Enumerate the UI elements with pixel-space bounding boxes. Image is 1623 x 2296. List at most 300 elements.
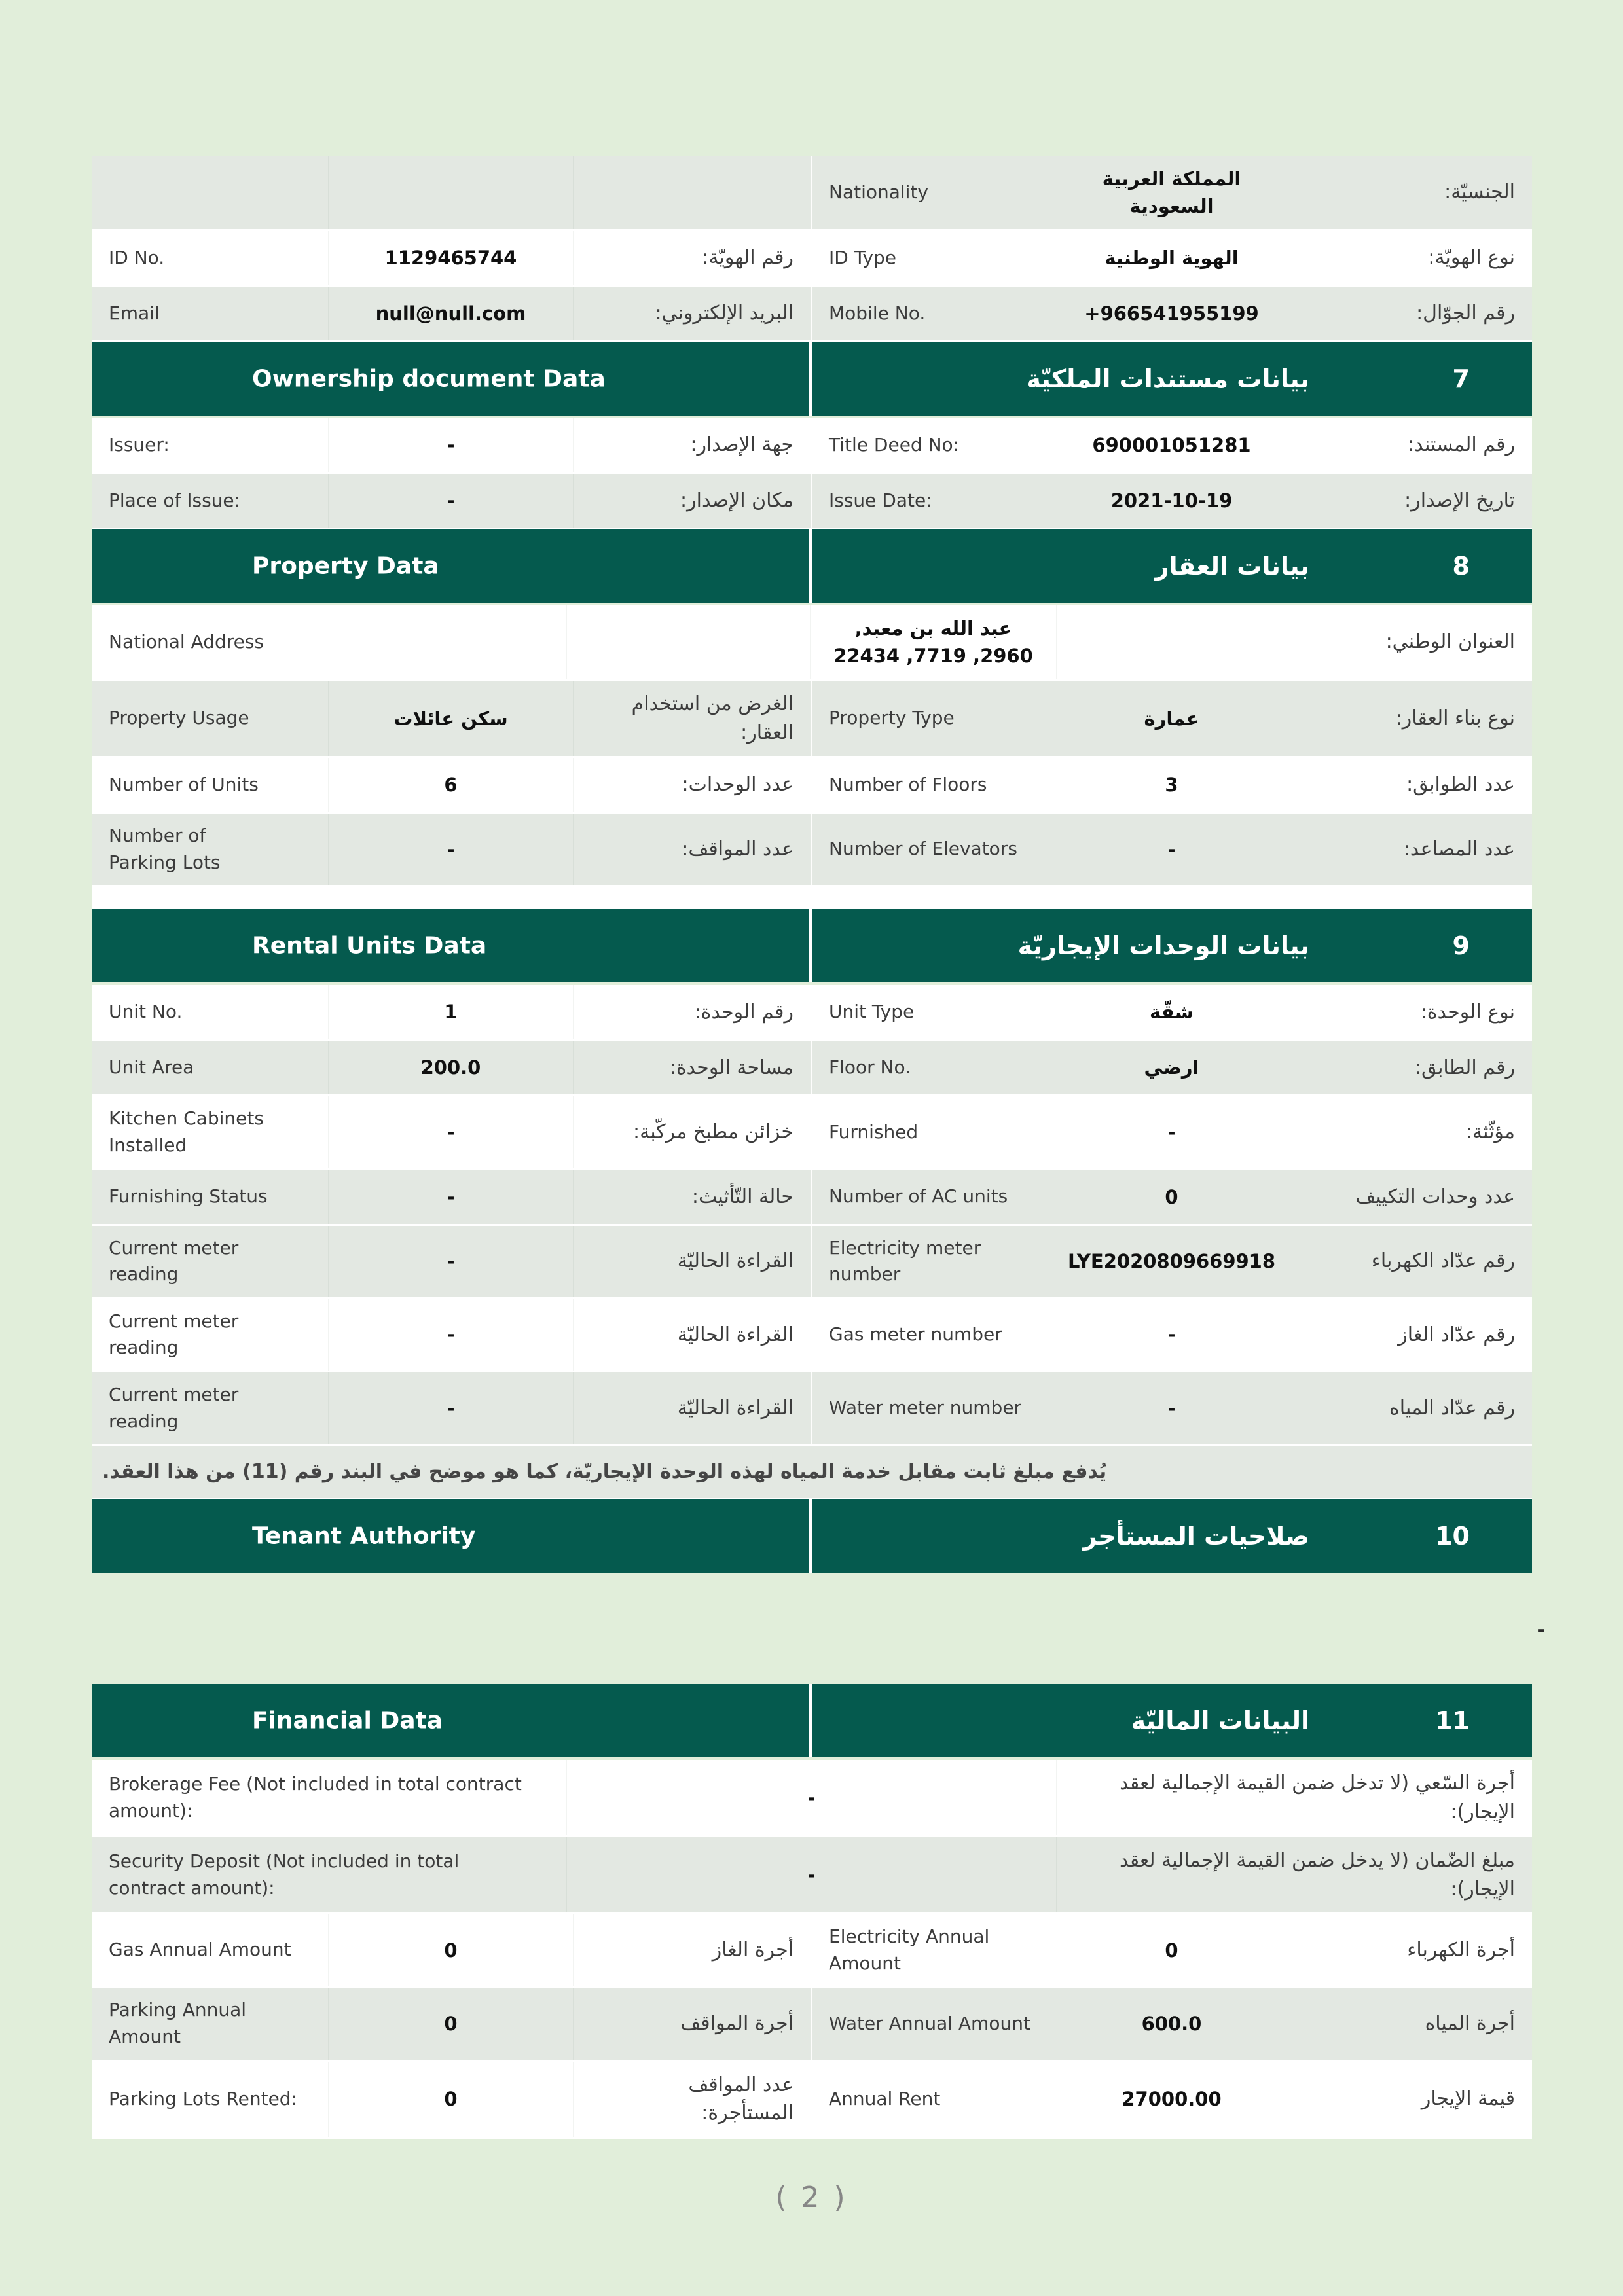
row-half-left xyxy=(92,156,812,229)
section-title-ar: بيانات مستندات الملكيّة xyxy=(1026,365,1309,394)
field-label-en xyxy=(812,1914,1049,1986)
field-label-en-text: Current meter reading xyxy=(109,1383,239,1432)
field-label-ar xyxy=(574,1372,811,1444)
section-header-8 xyxy=(92,529,1532,603)
field-value-text: - xyxy=(447,1323,455,1346)
section-header-right-panel xyxy=(812,909,1532,982)
field-label-en-text: Title Deed No: xyxy=(829,433,960,456)
field-value-text: - xyxy=(1167,1397,1176,1420)
row-half-left xyxy=(92,1226,812,1297)
section-header-right-panel xyxy=(812,342,1532,416)
section-title-en: Financial Data xyxy=(252,1707,443,1734)
field-label-ar-text: أجرة المواقف xyxy=(680,2012,793,2036)
field-value-text: عمارة xyxy=(1144,707,1199,730)
field-value xyxy=(329,474,573,528)
field-label-en-text: Number of AC units xyxy=(829,1185,1008,1208)
row-half-right xyxy=(812,231,1532,285)
table-row xyxy=(92,814,1532,887)
field-label-ar xyxy=(1294,681,1532,756)
field-label-ar-text: مساحة الوحدة: xyxy=(669,1056,793,1079)
table-row xyxy=(92,474,1532,529)
field-label-en-text: Number of Units xyxy=(109,773,259,795)
field-value xyxy=(329,1372,573,1444)
field-value-text: 690001051281 xyxy=(1092,434,1251,457)
field-value-text: 6 xyxy=(444,774,458,797)
field-label-ar-text: رقم عدّاد الغاز xyxy=(1398,1323,1515,1346)
field-label-ar xyxy=(574,1041,811,1094)
field-label-ar xyxy=(574,758,811,812)
table-row xyxy=(92,681,1532,758)
field-label-en-text: Current meter reading xyxy=(109,1236,239,1285)
field-value xyxy=(1049,2062,1294,2137)
table-row xyxy=(92,758,1532,814)
field-label-ar-text: خزائن مطبخ مركّبة: xyxy=(633,1121,793,1144)
field-label-ar xyxy=(574,1988,811,2059)
field-value-text: المملكة العربية السعودية xyxy=(1102,168,1241,218)
section-title-en: Ownership document Data xyxy=(252,365,606,393)
field-label-ar-text: رقم عدّاد الكهرباء xyxy=(1371,1249,1515,1273)
field-label-en xyxy=(812,985,1049,1039)
field-value xyxy=(1049,418,1294,472)
field-label-ar xyxy=(1294,814,1532,885)
table-row xyxy=(92,2062,1532,2139)
field-value xyxy=(1049,1041,1294,1094)
field-label-ar xyxy=(1294,1170,1532,1224)
field-label-en-text: Unit Area xyxy=(109,1056,194,1079)
field-label-en-text: Current meter reading xyxy=(109,1310,239,1359)
section-header-11 xyxy=(92,1684,1532,1757)
row-half-left xyxy=(92,287,812,340)
field-value xyxy=(1049,681,1294,756)
financial-wide-row xyxy=(92,1760,1532,1837)
field-label-en-text: Electricity Annual Amount xyxy=(829,1926,990,1974)
field-label-ar-text: عدد وحدات التكييف xyxy=(1355,1185,1515,1208)
field-label-en xyxy=(812,418,1049,472)
field-label-en-text: ID Type xyxy=(829,246,897,268)
section-title-en: Tenant Authority xyxy=(252,1522,476,1550)
row-half-left xyxy=(92,681,812,756)
field-label-ar xyxy=(574,2062,811,2137)
field-label-ar xyxy=(1057,1837,1532,1912)
field-label-ar-text: أجرة الكهرباء xyxy=(1407,1938,1515,1962)
field-value xyxy=(329,681,573,756)
field-label-en xyxy=(92,418,329,472)
field-label-en xyxy=(92,1837,567,1912)
field-value-text: الهوية الوطنية xyxy=(1104,247,1239,270)
field-value xyxy=(329,1914,573,1986)
field-label-ar xyxy=(1294,287,1532,340)
field-value xyxy=(329,231,573,285)
field-label-en-text: Furnished xyxy=(829,1121,919,1143)
table-row xyxy=(92,418,1532,474)
field-value-text: - xyxy=(447,434,455,457)
field-label-ar-text: رقم الطابق: xyxy=(1414,1056,1515,1079)
field-value xyxy=(567,1837,1057,1912)
field-label-en-text: Parking Annual Amount xyxy=(109,1999,247,2047)
field-label-ar xyxy=(574,156,811,229)
field-value xyxy=(811,605,1057,679)
field-label-en-text: Number of Parking Lots xyxy=(109,825,221,873)
field-value xyxy=(1049,231,1294,285)
field-label-ar-text: العنوان الوطني: xyxy=(1385,630,1515,654)
water-service-note xyxy=(92,1446,1532,1499)
field-label-ar-text: البريد الإلكتروني: xyxy=(655,302,793,325)
row-half-left xyxy=(92,1041,812,1094)
field-label-en xyxy=(92,814,329,885)
field-label-ar xyxy=(1294,1299,1532,1371)
field-value-text: - xyxy=(447,1250,455,1273)
row-half-right xyxy=(812,814,1532,885)
field-label-en-text: National Address xyxy=(109,630,264,653)
field-label-en xyxy=(92,1041,329,1094)
row-half-left xyxy=(92,814,812,885)
field-label-ar-text: مكان الإصدار: xyxy=(680,489,793,512)
field-label-ar xyxy=(1294,1914,1532,1986)
row-half-right xyxy=(812,418,1532,472)
row-half-left xyxy=(92,1372,812,1444)
field-label-ar-text: أجرة المياه xyxy=(1425,2012,1515,2036)
row-half-right xyxy=(812,1988,1532,2059)
section-header-right-panel xyxy=(812,529,1532,603)
field-label-ar-text: حالة التّأثيث: xyxy=(691,1185,793,1208)
field-label-ar-text: جهة الإصدار: xyxy=(690,433,793,457)
field-value-text: - xyxy=(1167,838,1176,861)
row-half-left xyxy=(92,474,812,528)
field-label-en-text: Number of Floors xyxy=(829,773,987,795)
field-label-ar-text: القراءة الحاليّة xyxy=(677,1396,793,1420)
row-half-right xyxy=(812,681,1532,756)
field-value-text: 0 xyxy=(1165,1185,1178,1208)
field-label-en xyxy=(92,474,329,528)
field-label-en xyxy=(812,287,1049,340)
field-label-en xyxy=(92,156,329,229)
row-half-left xyxy=(92,231,812,285)
national-address-row xyxy=(92,605,1532,681)
field-label-en-text: Property Usage xyxy=(109,707,249,729)
section-title-ar: البيانات الماليّة xyxy=(1131,1706,1309,1736)
field-label-en xyxy=(812,1041,1049,1094)
field-value-text: - xyxy=(447,1397,455,1420)
field-value-text: 600.0 xyxy=(1141,2012,1202,2035)
section-number: 10 xyxy=(1435,1522,1470,1551)
field-value xyxy=(1049,1226,1294,1297)
row-half-right xyxy=(812,156,1532,229)
field-label-ar-text: رقم الجوّال: xyxy=(1416,302,1515,325)
field-value xyxy=(1049,1914,1294,1986)
field-value-text: - xyxy=(1167,1323,1176,1346)
field-value xyxy=(329,1170,573,1224)
field-value-text: - xyxy=(807,1863,816,1886)
section-header-right-panel xyxy=(812,1499,1532,1573)
field-value-text: LYE2020809669918 xyxy=(1067,1250,1276,1273)
field-label-ar xyxy=(1057,605,1532,679)
field-label-en-text: Annual Rent xyxy=(829,2087,941,2109)
field-label-en xyxy=(92,1988,329,2059)
field-value xyxy=(1049,1170,1294,1224)
field-label-ar xyxy=(574,985,811,1039)
field-label-en-text: Property Type xyxy=(829,707,955,729)
table-row xyxy=(92,1226,1532,1299)
field-value xyxy=(1049,1372,1294,1444)
field-label-en-text: Email xyxy=(109,302,160,324)
table-row xyxy=(92,1170,1532,1226)
field-value-text: - xyxy=(447,490,455,512)
field-label-en-text: Brokerage Fee (Not included in total contract amount): xyxy=(109,1773,522,1821)
field-label-ar xyxy=(574,1226,811,1297)
field-label-en-text: Issue Date: xyxy=(829,489,932,511)
field-value-text: 0 xyxy=(444,2087,458,2110)
field-label-en xyxy=(92,681,329,756)
field-label-ar xyxy=(1057,1760,1532,1835)
field-value-text: 0 xyxy=(1165,1939,1178,1962)
field-label-en-text: Furnishing Status xyxy=(109,1185,268,1208)
field-label-ar-text: عدد المواقف المستأجرة: xyxy=(688,2073,793,2125)
field-label-en-text: Place of Issue: xyxy=(109,489,241,511)
field-value xyxy=(329,1226,573,1297)
tenant-authority-value: - xyxy=(1537,1618,1545,1641)
section-header-left-panel xyxy=(92,342,812,416)
field-label-ar xyxy=(1294,1096,1532,1168)
field-label-en-text: Water Annual Amount xyxy=(829,2012,1030,2034)
row-half-right xyxy=(812,1096,1532,1168)
row-half-right xyxy=(812,1041,1532,1094)
field-value xyxy=(329,156,573,229)
field-label-ar-text: رقم عدّاد المياه xyxy=(1389,1396,1515,1420)
field-label-ar xyxy=(574,231,811,285)
field-value xyxy=(1049,814,1294,885)
field-label-en xyxy=(812,1170,1049,1224)
field-label-ar-text: نوع الهويّة: xyxy=(1428,246,1515,270)
field-value xyxy=(567,1760,1057,1835)
section-title-ar: بيانات العقار xyxy=(1154,552,1309,581)
field-value xyxy=(1049,474,1294,528)
field-label-en-text: Unit Type xyxy=(829,1001,915,1023)
field-label-ar xyxy=(574,474,811,528)
field-label-en xyxy=(812,156,1049,229)
field-label-ar xyxy=(574,681,811,756)
field-label-ar xyxy=(1294,758,1532,812)
field-label-ar-text: عدد الوحدات: xyxy=(682,773,793,797)
row-half-left xyxy=(92,2062,812,2137)
section-spacer xyxy=(92,887,1532,909)
section-header-right-panel xyxy=(812,1684,1532,1757)
table-row xyxy=(92,287,1532,342)
field-label-en-text: Kitchen Cabinets Installed xyxy=(109,1107,264,1156)
field-value xyxy=(329,1096,573,1168)
field-label-en-text: Water meter number xyxy=(829,1397,1022,1419)
field-value xyxy=(1049,985,1294,1039)
section-title-en: Property Data xyxy=(252,552,439,580)
field-label-ar xyxy=(574,418,811,472)
field-label-en xyxy=(92,1914,329,1986)
field-value xyxy=(1049,287,1294,340)
section-number: 8 xyxy=(1452,552,1470,581)
field-label-ar xyxy=(1294,1988,1532,2059)
field-label-en xyxy=(812,814,1049,885)
field-label-en-text: Nationality xyxy=(829,181,929,203)
field-label-ar xyxy=(574,287,811,340)
field-label-ar-text: أجرة السّعي (لا تدخل ضمن القيمة الإجمالية لعقد الإيجار): xyxy=(1120,1772,1515,1823)
financial-wide-row xyxy=(92,1837,1532,1914)
field-label-en-text: Electricity meter number xyxy=(829,1236,981,1285)
field-label-ar xyxy=(1294,1226,1532,1297)
field-value xyxy=(329,814,573,885)
field-value-text: سكن عائلات xyxy=(393,707,508,730)
section-title-en: Rental Units Data xyxy=(252,932,487,960)
field-value xyxy=(329,418,573,472)
row-half-right xyxy=(812,1299,1532,1371)
table-row xyxy=(92,1096,1532,1170)
row-half-right xyxy=(812,1170,1532,1224)
field-label-ar-text: أجرة الغاز xyxy=(712,1938,793,1962)
row-half-left xyxy=(92,1170,812,1224)
field-label-en xyxy=(812,681,1049,756)
table-row xyxy=(92,985,1532,1041)
address-spacer-cell xyxy=(567,605,811,679)
field-label-en xyxy=(812,758,1049,812)
row-half-right xyxy=(812,758,1532,812)
field-label-ar-text: تاريخ الإصدار: xyxy=(1404,489,1515,512)
section-header-10 xyxy=(92,1499,1532,1573)
field-value-text: - xyxy=(1167,1121,1176,1143)
field-value xyxy=(329,985,573,1039)
field-label-en xyxy=(812,1096,1049,1168)
field-label-en xyxy=(92,231,329,285)
section-header-7 xyxy=(92,342,1532,416)
field-label-ar xyxy=(1294,231,1532,285)
row-half-left xyxy=(92,758,812,812)
field-label-en-text: ID No. xyxy=(109,246,165,268)
table-row xyxy=(92,231,1532,287)
field-label-ar xyxy=(574,1914,811,1986)
field-label-ar-text: عدد الطوابق: xyxy=(1406,773,1515,797)
row-half-left xyxy=(92,1096,812,1168)
section-number: 7 xyxy=(1452,365,1470,394)
field-label-en-text: Security Deposit (Not included in total contract amount): xyxy=(109,1850,460,1899)
section-number: 9 xyxy=(1452,931,1470,961)
page-number: ( 2 ) xyxy=(775,2181,848,2214)
field-label-ar-text: قيمة الإيجار xyxy=(1421,2087,1515,2111)
field-label-en xyxy=(812,474,1049,528)
section-title-ar: صلاحيات المستأجر xyxy=(1082,1522,1309,1551)
table-row xyxy=(92,1041,1532,1096)
field-label-ar-text: القراءة الحاليّة xyxy=(677,1249,793,1273)
section-number: 11 xyxy=(1435,1706,1470,1736)
field-label-ar-text: عدد المصاعد: xyxy=(1403,838,1515,861)
row-half-right xyxy=(812,1226,1532,1297)
table-row xyxy=(92,1988,1532,2061)
contract-tables xyxy=(92,156,1545,2139)
field-value xyxy=(329,1041,573,1094)
field-label-en xyxy=(92,985,329,1039)
field-value xyxy=(1049,1988,1294,2059)
field-value-text: شقّة xyxy=(1150,1001,1194,1024)
field-label-ar-text: عدد المواقف: xyxy=(682,838,793,861)
field-label-ar xyxy=(574,1096,811,1168)
field-value-text: 1 xyxy=(444,1001,458,1024)
field-label-ar-text: نوع الوحدة: xyxy=(1420,1000,1515,1024)
field-value-text: - xyxy=(807,1786,816,1809)
field-label-en xyxy=(92,1170,329,1224)
field-value xyxy=(1049,1096,1294,1168)
field-value xyxy=(329,2062,573,2137)
table-row xyxy=(92,1372,1532,1446)
table-row xyxy=(92,1299,1532,1372)
field-value xyxy=(329,1299,573,1371)
field-value-text: 200.0 xyxy=(420,1056,481,1079)
field-value-text: null@null.com xyxy=(375,302,526,325)
section-header-left-panel xyxy=(92,529,812,603)
field-label-ar xyxy=(574,814,811,885)
section-title-ar: بيانات الوحدات الإيجاريّة xyxy=(1017,931,1309,961)
row-half-left xyxy=(92,1914,812,1986)
row-half-right xyxy=(812,1372,1532,1444)
field-label-en-text: Unit No. xyxy=(109,1001,183,1023)
field-value xyxy=(1049,758,1294,812)
field-label-en xyxy=(92,1372,329,1444)
field-label-ar xyxy=(1294,985,1532,1039)
field-label-en-text: Floor No. xyxy=(829,1056,911,1079)
row-half-left xyxy=(92,1299,812,1371)
field-label-en-text: Number of Elevators xyxy=(829,838,1017,860)
field-value-text: 0 xyxy=(444,1939,458,1962)
field-value-text: ارضي xyxy=(1144,1056,1199,1079)
row-half-right xyxy=(812,287,1532,340)
field-label-ar-text: القراءة الحاليّة xyxy=(677,1323,793,1346)
section-header-left-panel xyxy=(92,909,812,982)
field-label-ar-text: الغرض من استخدام العقار: xyxy=(631,692,793,744)
field-label-ar-text: رقم الوحدة: xyxy=(694,1000,793,1024)
row-half-right xyxy=(812,474,1532,528)
field-value xyxy=(1049,1299,1294,1371)
field-label-ar xyxy=(1294,156,1532,229)
field-label-en xyxy=(812,1226,1049,1297)
field-value-text: 2021-10-19 xyxy=(1110,490,1233,512)
field-label-en xyxy=(92,605,567,679)
field-label-en xyxy=(812,1299,1049,1371)
field-value-text: - xyxy=(447,838,455,861)
section-header-left-panel xyxy=(92,1499,812,1573)
field-label-en-text: Gas meter number xyxy=(829,1323,1002,1346)
field-value-text: - xyxy=(447,1185,455,1208)
field-label-en xyxy=(92,1096,329,1168)
field-label-ar xyxy=(574,1299,811,1371)
field-label-en xyxy=(812,2062,1049,2137)
tenant-authority-value-row xyxy=(92,1575,1545,1684)
field-label-ar xyxy=(1294,418,1532,472)
row-half-right xyxy=(812,1914,1532,1986)
field-label-en xyxy=(92,1226,329,1297)
row-half-left xyxy=(92,418,812,472)
field-label-en xyxy=(812,1988,1049,2059)
field-label-ar-text: الجنسيّة: xyxy=(1444,181,1515,204)
table-row xyxy=(92,1914,1532,1988)
field-value-text: +966541955199 xyxy=(1084,302,1259,325)
field-label-en-text: Issuer: xyxy=(109,433,170,456)
field-label-ar-text: مبلغ الضّمان (لا يدخل ضمن القيمة الإجمالية لعقد الإيجار): xyxy=(1119,1849,1515,1901)
field-label-en xyxy=(92,2062,329,2137)
field-value-text: 1129465744 xyxy=(384,247,517,270)
field-label-en-text: Mobile No. xyxy=(829,302,926,324)
field-label-en-text: Gas Annual Amount xyxy=(109,1939,291,1961)
section-header-9 xyxy=(92,909,1532,982)
section-header-left-panel xyxy=(92,1684,812,1757)
field-label-ar xyxy=(1294,1041,1532,1094)
row-half-left xyxy=(92,985,812,1039)
field-label-ar xyxy=(1294,1372,1532,1444)
row-half-right xyxy=(812,2062,1532,2137)
row-half-left xyxy=(92,1988,812,2059)
